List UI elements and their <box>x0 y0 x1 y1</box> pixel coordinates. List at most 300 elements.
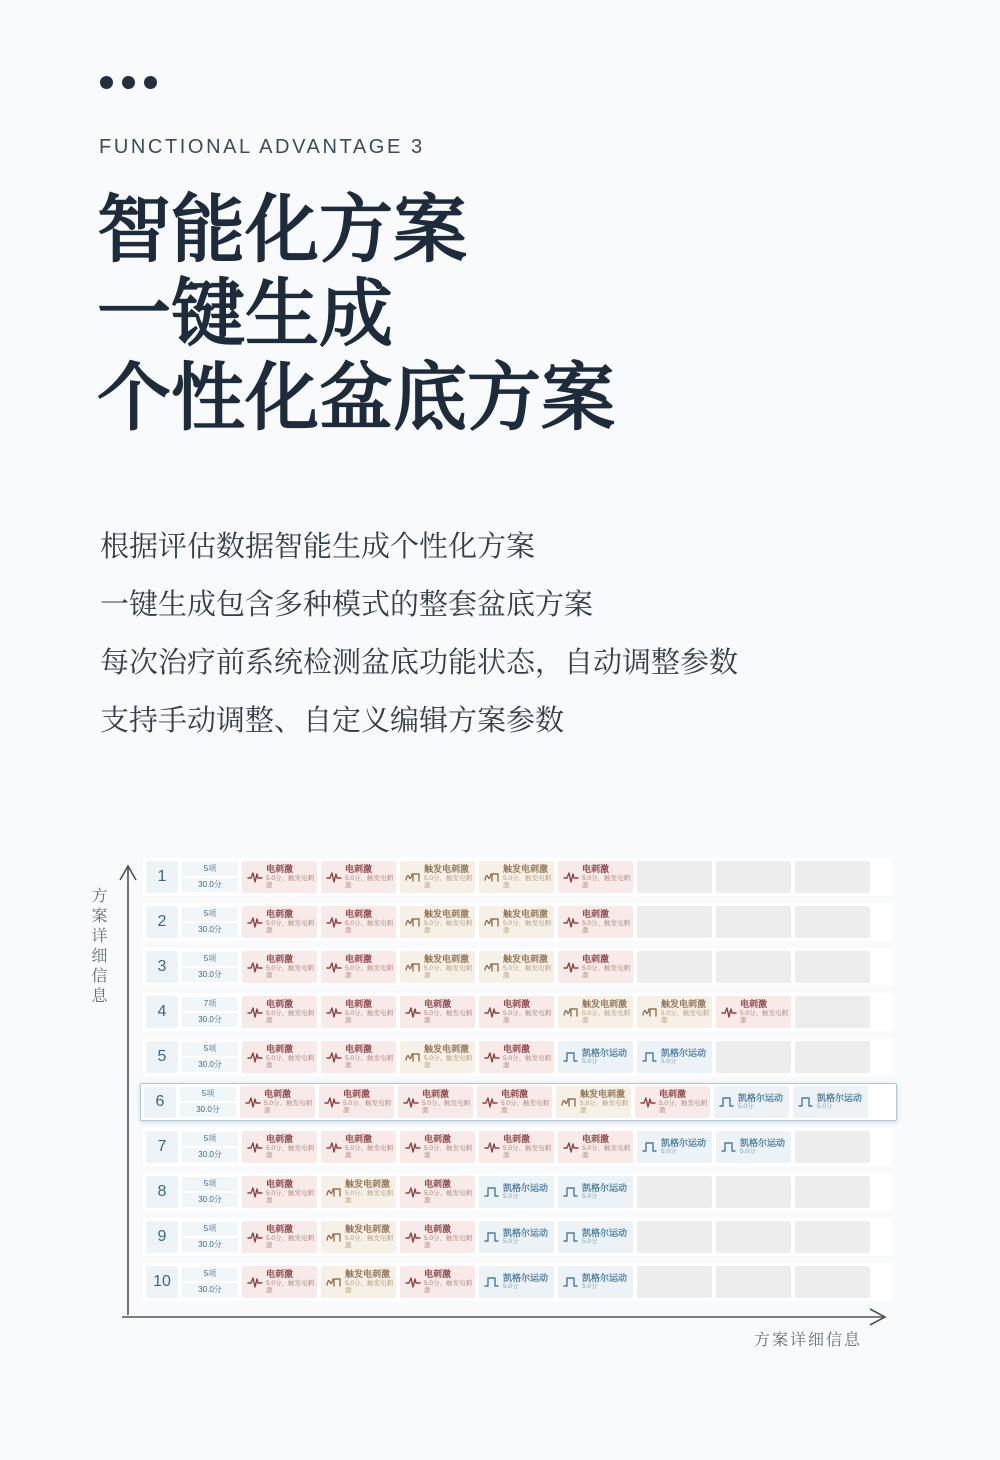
mode-label: 触发电刺激 <box>582 999 628 1010</box>
mode-cells <box>242 1131 890 1163</box>
ecg-wave-icon <box>247 1050 263 1064</box>
mode-cell-text <box>738 1093 783 1111</box>
row-summary <box>182 1132 238 1162</box>
ecg-wave-icon <box>247 1230 263 1244</box>
mode-label: 电刺激 <box>345 954 373 965</box>
empty-slot <box>795 996 870 1028</box>
mode-label: 电刺激 <box>424 999 452 1010</box>
empty-slot <box>795 1131 870 1163</box>
mode-sublabel: 5.0分、触发电刺激 <box>345 1009 394 1025</box>
mode-cell-text <box>501 1089 552 1114</box>
mode-cell-text <box>424 999 475 1024</box>
mode-cell-estim[interactable] <box>240 1086 315 1118</box>
mode-cell-text <box>264 1089 315 1114</box>
mode-cells <box>242 951 890 983</box>
row-duration: 30.0分 <box>182 1148 238 1162</box>
ecg-wave-icon <box>247 1275 263 1289</box>
plan-diagram <box>0 845 1000 1365</box>
mode-label: 凯格尔运动 <box>582 1228 628 1239</box>
mode-cell-trigger[interactable] <box>558 996 633 1028</box>
mode-cell-text <box>266 1044 317 1069</box>
mode-cell-text <box>582 1183 627 1201</box>
mode-label: 凯格尔运动 <box>503 1273 549 1284</box>
mode-cell-trigger[interactable] <box>479 906 554 938</box>
mode-sublabel: 5.0分 <box>661 1148 677 1156</box>
mode-cell-estim[interactable] <box>400 996 475 1028</box>
mode-cell-estim[interactable] <box>479 1041 554 1073</box>
mode-cell-kegel[interactable] <box>479 1176 554 1208</box>
mode-label: 电刺激 <box>503 1134 531 1145</box>
mode-cell-trigger[interactable] <box>400 951 475 983</box>
mode-label: 凯格尔运动 <box>582 1273 628 1284</box>
row-duration: 30.0分 <box>182 1238 238 1252</box>
mode-cell-trigger[interactable] <box>479 951 554 983</box>
empty-slot <box>716 1266 791 1298</box>
mode-cell-estim[interactable] <box>558 951 633 983</box>
mode-label: 触发电刺激 <box>580 1089 626 1100</box>
row-summary <box>182 1042 238 1072</box>
mode-sublabel: 5.0分、触发电刺激 <box>503 964 552 980</box>
ecg-wave-icon <box>326 870 342 884</box>
ecg-wave-icon <box>247 1185 263 1199</box>
empty-slot <box>637 951 712 983</box>
mode-cell-estim[interactable] <box>400 1176 475 1208</box>
mode-label: 凯格尔运动 <box>582 1048 628 1059</box>
table-row[interactable] <box>143 1038 893 1076</box>
trigger-wave-icon <box>563 1005 579 1019</box>
square-pulse-icon <box>642 1050 658 1064</box>
mode-label: 电刺激 <box>740 999 768 1010</box>
mode-cell-estim[interactable] <box>477 1086 552 1118</box>
mode-cell-text <box>661 1048 706 1066</box>
ecg-wave-icon <box>326 1140 342 1154</box>
empty-slot <box>716 951 791 983</box>
mode-cell-text <box>266 1179 317 1204</box>
mode-sublabel: 5.0分、触发电刺激 <box>424 1054 473 1070</box>
mode-label: 电刺激 <box>266 1134 294 1145</box>
ecg-wave-icon <box>484 1005 500 1019</box>
trigger-wave-icon <box>484 960 500 974</box>
mode-sublabel: 5.0分、触发电刺激 <box>424 1189 473 1205</box>
square-pulse-icon <box>719 1095 735 1109</box>
mode-sublabel: 5.0分、触发电刺激 <box>266 1144 315 1160</box>
mode-cell-estim[interactable] <box>321 861 396 893</box>
page-title <box>97 188 615 440</box>
table-row[interactable] <box>143 1218 893 1256</box>
mode-cell-text <box>424 1269 475 1294</box>
mode-sublabel: 5.0分、触发电刺激 <box>661 1009 710 1025</box>
row-number: 3 <box>146 951 178 983</box>
mode-cell-trigger[interactable] <box>400 906 475 938</box>
mode-cell-estim[interactable] <box>242 1041 317 1073</box>
mode-cell-estim[interactable] <box>400 1266 475 1298</box>
row-item-count: 7项 <box>182 997 238 1011</box>
row-number: 1 <box>146 861 178 893</box>
mode-cell-estim[interactable] <box>242 1131 317 1163</box>
mode-cell-estim[interactable] <box>321 1041 396 1073</box>
trigger-wave-icon <box>405 915 421 929</box>
vertical-axis-arrow-icon <box>117 853 139 1318</box>
ecg-wave-icon <box>326 1005 342 1019</box>
mode-cell-estim[interactable] <box>558 906 633 938</box>
mode-cell-kegel[interactable] <box>558 1176 633 1208</box>
mode-cell-trigger[interactable] <box>479 861 554 893</box>
row-number: 8 <box>146 1176 178 1208</box>
mode-cells <box>242 861 890 893</box>
mode-cell-text <box>659 1089 710 1114</box>
empty-slot <box>795 951 870 983</box>
trigger-wave-icon <box>326 1230 342 1244</box>
empty-slot <box>716 1041 791 1073</box>
table-row[interactable] <box>143 993 893 1031</box>
ecg-wave-icon <box>563 960 579 974</box>
mode-label: 触发电刺激 <box>424 909 470 920</box>
empty-slot <box>795 1221 870 1253</box>
row-number: 2 <box>146 906 178 938</box>
mode-sublabel: 5.0分、触发电刺激 <box>345 1189 394 1205</box>
description-line: 一键生成包含多种模式的整套盆底方案 <box>100 589 594 621</box>
mode-label: 凯格尔运动 <box>817 1093 863 1104</box>
row-number: 9 <box>146 1221 178 1253</box>
mode-sublabel: 5.0分、触发电刺激 <box>266 919 315 935</box>
row-item-count: 5项 <box>182 952 238 966</box>
mode-label: 触发电刺激 <box>424 954 470 965</box>
description-line: 根据评估数据智能生成个性化方案 <box>100 531 536 563</box>
mode-cell-estim[interactable] <box>558 861 633 893</box>
row-summary <box>182 907 238 937</box>
mode-cell-estim[interactable] <box>398 1086 473 1118</box>
mode-cells <box>242 1221 890 1253</box>
row-item-count: 5项 <box>182 1132 238 1146</box>
mode-label: 触发电刺激 <box>503 909 549 920</box>
mode-cell-text <box>422 1089 473 1114</box>
mode-label: 触发电刺激 <box>345 1269 391 1280</box>
trigger-wave-icon <box>405 960 421 974</box>
mode-cell-text <box>582 1273 627 1291</box>
dot-icon <box>144 76 157 89</box>
mode-cell-text <box>503 954 554 979</box>
mode-cell-estim[interactable] <box>321 906 396 938</box>
mode-label: 电刺激 <box>503 1044 531 1055</box>
mode-label: 电刺激 <box>345 999 373 1010</box>
square-pulse-icon <box>563 1185 579 1199</box>
mode-cells <box>242 906 890 938</box>
mode-cell-kegel[interactable] <box>637 1041 712 1073</box>
mode-cell-text <box>661 999 712 1024</box>
square-pulse-icon <box>484 1275 500 1289</box>
mode-cell-estim[interactable] <box>321 951 396 983</box>
mode-cell-trigger[interactable] <box>321 1221 396 1253</box>
empty-slot <box>795 1041 870 1073</box>
mode-cell-trigger[interactable] <box>637 996 712 1028</box>
mode-label: 电刺激 <box>582 954 610 965</box>
mode-label: 电刺激 <box>501 1089 529 1100</box>
table-row[interactable] <box>143 948 893 986</box>
mode-cell-text <box>424 1179 475 1204</box>
mode-sublabel: 5.0分、触发电刺激 <box>503 1144 552 1160</box>
mode-cell-text <box>345 954 396 979</box>
row-duration: 30.0分 <box>182 1058 238 1072</box>
mode-sublabel: 5.0分、触发电刺激 <box>424 1009 473 1025</box>
title-line-2: 一键生成 <box>97 272 393 355</box>
square-pulse-icon <box>563 1230 579 1244</box>
mode-sublabel: 5.0分、触发电刺激 <box>740 1009 789 1025</box>
mode-sublabel: 5.0分、触发电刺激 <box>582 964 631 980</box>
mode-label: 电刺激 <box>266 1269 294 1280</box>
row-duration: 30.0分 <box>180 1103 236 1117</box>
mode-label: 电刺激 <box>582 1134 610 1145</box>
table-row-selected[interactable] <box>140 1083 897 1121</box>
mode-cell-text <box>503 1228 548 1246</box>
table-row[interactable] <box>143 903 893 941</box>
row-summary <box>182 1267 238 1297</box>
ecg-wave-icon <box>247 960 263 974</box>
mode-cell-kegel[interactable] <box>558 1221 633 1253</box>
mode-label: 电刺激 <box>582 864 610 875</box>
mode-sublabel: 5.0分、触发电刺激 <box>424 1279 473 1295</box>
mode-cell-trigger[interactable] <box>400 861 475 893</box>
mode-cell-trigger[interactable] <box>321 1176 396 1208</box>
mode-sublabel: 5.0分、触发电刺激 <box>266 1054 315 1070</box>
mode-cell-text <box>345 1044 396 1069</box>
mode-cell-text <box>817 1093 862 1111</box>
mode-cell-text <box>503 909 554 934</box>
mode-label: 触发电刺激 <box>424 1044 470 1055</box>
mode-cell-estim[interactable] <box>242 1266 317 1298</box>
mode-cell-kegel[interactable] <box>716 1131 791 1163</box>
empty-slot <box>795 1176 870 1208</box>
mode-cell-text <box>266 1134 317 1159</box>
mode-cell-text <box>582 1134 633 1159</box>
row-duration: 30.0分 <box>182 878 238 892</box>
ecg-wave-icon <box>405 1140 421 1154</box>
mode-cell-kegel[interactable] <box>479 1221 554 1253</box>
mode-sublabel: 5.0分、触发电刺激 <box>582 874 631 890</box>
mode-cell-text <box>503 864 554 889</box>
square-pulse-icon <box>563 1275 579 1289</box>
mode-cell-text <box>582 954 633 979</box>
mode-label: 电刺激 <box>424 1269 452 1280</box>
row-summary <box>180 1087 236 1117</box>
mode-cell-kegel[interactable] <box>479 1266 554 1298</box>
mode-cell-text <box>580 1089 631 1114</box>
mode-cell-text <box>503 1273 548 1291</box>
mode-sublabel: 5.0分、触发电刺激 <box>345 874 394 890</box>
mode-cell-text <box>503 1134 554 1159</box>
mode-cell-estim[interactable] <box>242 951 317 983</box>
mode-label: 凯格尔运动 <box>661 1048 707 1059</box>
trigger-wave-icon <box>326 1275 342 1289</box>
row-summary <box>182 1177 238 1207</box>
mode-cell-text <box>582 1048 627 1066</box>
mode-label: 电刺激 <box>422 1089 450 1100</box>
row-duration: 30.0分 <box>182 1283 238 1297</box>
mode-cell-estim[interactable] <box>635 1086 710 1118</box>
mode-cell-estim[interactable] <box>716 996 791 1028</box>
mode-cell-text <box>740 1138 785 1156</box>
square-pulse-icon <box>798 1095 814 1109</box>
row-item-count: 5项 <box>182 1042 238 1056</box>
ecg-wave-icon <box>247 1005 263 1019</box>
trigger-wave-icon <box>484 915 500 929</box>
mode-sublabel: 5.0分、触发电刺激 <box>345 919 394 935</box>
mode-label: 电刺激 <box>345 1134 373 1145</box>
mode-cell-estim[interactable] <box>321 1131 396 1163</box>
mode-sublabel: 5.0分、触发电刺激 <box>503 874 552 890</box>
mode-cell-kegel[interactable] <box>714 1086 789 1118</box>
ellipsis-dots-icon <box>100 76 157 89</box>
mode-cell-text <box>661 1138 706 1156</box>
mode-cell-text <box>345 1179 396 1204</box>
mode-label: 电刺激 <box>582 909 610 920</box>
description-line: 每次治疗前系统检测盆底功能状态，自动调整参数 <box>100 647 739 679</box>
ecg-wave-icon <box>326 1050 342 1064</box>
row-duration: 30.0分 <box>182 923 238 937</box>
mode-cell-kegel[interactable] <box>793 1086 868 1118</box>
mode-label: 电刺激 <box>424 1224 452 1235</box>
mode-cell-text <box>345 1269 396 1294</box>
section-eyebrow: FUNCTIONAL ADVANTAGE 3 <box>99 136 425 158</box>
mode-cell-estim[interactable] <box>400 1221 475 1253</box>
mode-cell-text <box>424 864 475 889</box>
empty-slot <box>637 1266 712 1298</box>
row-duration: 30.0分 <box>182 968 238 982</box>
empty-slot <box>637 906 712 938</box>
ecg-wave-icon <box>405 1185 421 1199</box>
mode-sublabel: 5.0分、触发电刺激 <box>501 1099 550 1115</box>
table-row[interactable] <box>143 1128 893 1166</box>
x-axis-label: 方案详细信息 <box>753 1332 862 1349</box>
mode-label: 电刺激 <box>266 999 294 1010</box>
mode-cell-text <box>266 954 317 979</box>
ecg-wave-icon <box>326 915 342 929</box>
mode-label: 凯格尔运动 <box>503 1228 549 1239</box>
table-row[interactable] <box>143 858 893 896</box>
plan-table <box>143 858 893 1308</box>
mode-cell-estim[interactable] <box>242 861 317 893</box>
mode-cell-kegel[interactable] <box>637 1131 712 1163</box>
ecg-wave-icon <box>405 1005 421 1019</box>
mode-sublabel: 5.0分 <box>582 1058 598 1066</box>
mode-cell-text <box>582 864 633 889</box>
mode-cell-trigger[interactable] <box>321 1266 396 1298</box>
mode-sublabel: 5.0分、触发电刺激 <box>266 964 315 980</box>
row-duration: 30.0分 <box>182 1193 238 1207</box>
mode-sublabel: 5.0分、触发电刺激 <box>266 1189 315 1205</box>
mode-cell-estim[interactable] <box>242 906 317 938</box>
ecg-wave-icon <box>247 870 263 884</box>
empty-slot <box>637 1221 712 1253</box>
row-item-count: 5项 <box>182 1177 238 1191</box>
mode-sublabel: 5.0分、触发电刺激 <box>266 1279 315 1295</box>
mode-sublabel: 5.0分 <box>817 1103 833 1111</box>
ecg-wave-icon <box>484 1140 500 1154</box>
mode-cell-estim[interactable] <box>400 1131 475 1163</box>
mode-cells <box>242 1176 890 1208</box>
row-summary <box>182 952 238 982</box>
mode-sublabel: 5.0分 <box>582 1193 598 1201</box>
ecg-wave-icon <box>405 1230 421 1244</box>
mode-cell-estim[interactable] <box>242 1176 317 1208</box>
mode-cell-text <box>582 1228 627 1246</box>
empty-slot <box>637 1176 712 1208</box>
mode-cell-estim[interactable] <box>242 1221 317 1253</box>
mode-cell-text <box>345 864 396 889</box>
mode-label: 凯格尔运动 <box>503 1183 549 1194</box>
title-line-3: 个性化盆底方案 <box>97 356 615 439</box>
row-number: 4 <box>146 996 178 1028</box>
ecg-wave-icon <box>484 1050 500 1064</box>
mode-cell-text <box>582 909 633 934</box>
empty-slot <box>795 861 870 893</box>
horizontal-axis-arrow-icon <box>118 1305 898 1329</box>
row-number: 7 <box>146 1131 178 1163</box>
mode-cells <box>242 1266 890 1298</box>
mode-cell-text <box>424 1134 475 1159</box>
table-row[interactable] <box>143 1173 893 1211</box>
mode-sublabel: 5.0分、触发电刺激 <box>264 1099 313 1115</box>
mode-label: 电刺激 <box>266 1179 294 1190</box>
table-row[interactable] <box>143 1263 893 1301</box>
mode-sublabel: 5.0分 <box>582 1238 598 1246</box>
mode-sublabel: 5.0分 <box>740 1148 756 1156</box>
mode-sublabel: 5.0分、触发电刺激 <box>345 964 394 980</box>
mode-sublabel: 5.0分、触发电刺激 <box>424 919 473 935</box>
mode-label: 触发电刺激 <box>503 954 549 965</box>
ecg-wave-icon <box>482 1095 498 1109</box>
mode-label: 触发电刺激 <box>661 999 707 1010</box>
mode-cell-estim[interactable] <box>479 1131 554 1163</box>
square-pulse-icon <box>484 1230 500 1244</box>
row-summary <box>182 862 238 892</box>
mode-cell-text <box>345 999 396 1024</box>
mode-cell-estim[interactable] <box>479 996 554 1028</box>
ecg-wave-icon <box>563 915 579 929</box>
ecg-wave-icon <box>247 1140 263 1154</box>
mode-cell-text <box>266 999 317 1024</box>
mode-cell-kegel[interactable] <box>558 1266 633 1298</box>
row-summary <box>182 1222 238 1252</box>
trigger-wave-icon <box>561 1095 577 1109</box>
mode-sublabel: 5.0分、触发电刺激 <box>582 1144 631 1160</box>
square-pulse-icon <box>721 1140 737 1154</box>
mode-label: 凯格尔运动 <box>738 1093 784 1104</box>
mode-cell-estim[interactable] <box>558 1131 633 1163</box>
ecg-wave-icon <box>405 1275 421 1289</box>
mode-cell-estim[interactable] <box>242 996 317 1028</box>
ecg-wave-icon <box>326 960 342 974</box>
row-item-count: 5项 <box>182 862 238 876</box>
mode-label: 电刺激 <box>345 1044 373 1055</box>
mode-cell-text <box>503 999 554 1024</box>
square-pulse-icon <box>484 1185 500 1199</box>
mode-sublabel: 5.0分、触发电刺激 <box>503 919 552 935</box>
mode-sublabel: 5.0分、触发电刺激 <box>266 1234 315 1250</box>
mode-cell-text <box>424 909 475 934</box>
mode-cell-estim[interactable] <box>321 996 396 1028</box>
description-line: 支持手动调整、自定义编辑方案参数 <box>100 705 565 737</box>
mode-sublabel: 5.0分 <box>503 1193 519 1201</box>
mode-cell-trigger[interactable] <box>556 1086 631 1118</box>
mode-cell-kegel[interactable] <box>558 1041 633 1073</box>
mode-cell-text <box>266 1224 317 1249</box>
trigger-wave-icon <box>405 1050 421 1064</box>
mode-label: 电刺激 <box>503 999 531 1010</box>
mode-cell-estim[interactable] <box>319 1086 394 1118</box>
mode-cell-text <box>345 909 396 934</box>
ecg-wave-icon <box>563 870 579 884</box>
mode-cell-trigger[interactable] <box>400 1041 475 1073</box>
